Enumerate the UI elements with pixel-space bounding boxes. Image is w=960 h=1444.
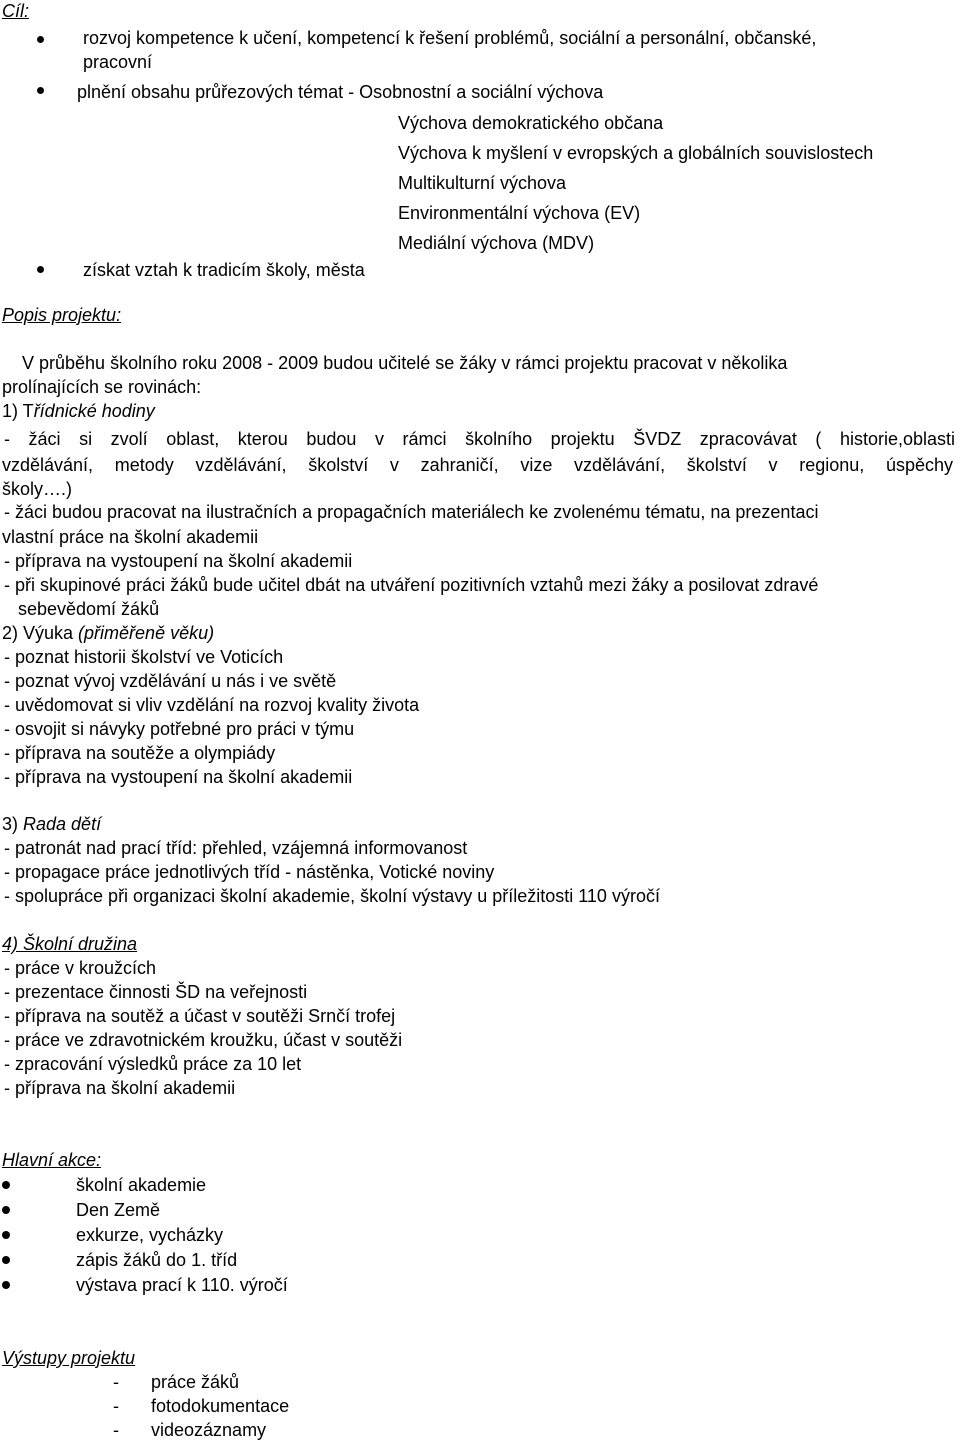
bullet-icon xyxy=(2,1231,10,1239)
section-2-item: - uvědomovat si vliv vzdělání na rozvoj kvality života xyxy=(4,695,420,715)
theme-item: Výchova k myšlení v evropských a globálních souvislostech xyxy=(398,143,874,163)
theme-item: Mediální výchova (MDV) xyxy=(398,233,595,253)
section-1-line: - žáci budou pracovat na ilustračních a propagačních materiálech ke zvolenému tématu, na prezentaci xyxy=(4,502,819,522)
section-4-item: - prezentace činnosti ŠD na veřejnosti xyxy=(4,982,308,1002)
theme-item: Výchova demokratického občana xyxy=(398,113,664,133)
section-4-title: 4) Školní družina xyxy=(2,934,138,954)
goal-heading: Cíl: xyxy=(2,1,29,21)
section-1-line: - žáci si zvolí oblast, kterou budou v rámci školního projektu ŠVDZ zpracovávat ( historie,oblasti xyxy=(4,429,955,449)
bullet-icon xyxy=(37,87,44,94)
section-3-item: - spolupráce při organizaci školní akademie, školní výstavy u příležitosti 110 výročí xyxy=(4,886,660,906)
bullet-icon xyxy=(2,1206,10,1214)
section-1-line: sebevědomí žáků xyxy=(18,599,160,619)
section-4-item: - příprava na soutěž a účast v soutěži Srnčí trofej xyxy=(4,1006,396,1026)
main-event-item: zápis žáků do 1. tříd xyxy=(76,1250,238,1270)
theme-item: Multikulturní výchova xyxy=(398,173,567,193)
section-1-line: - při skupinové práci žáků bude učitel dbát na utváření pozitivních vztahů mezi žáky a posilovat zdravé xyxy=(4,575,819,595)
section-2-item: - osvojit si návyky potřebné pro práci v týmu xyxy=(4,719,355,739)
section-2-title: 2) Výuka (přiměřeně věku) xyxy=(2,623,215,643)
dash-marker: - xyxy=(113,1420,119,1440)
section-2-item: - příprava na soutěže a olympiády xyxy=(4,743,276,763)
section-3-title: 3) Rada dětí xyxy=(2,814,102,834)
theme-item: Environmentální výchova (EV) xyxy=(398,203,641,223)
bullet-icon xyxy=(2,1256,10,1264)
goal-bullet-3: získat vztah k tradicím školy, města xyxy=(83,260,365,280)
dash-marker: - xyxy=(113,1396,119,1416)
output-item: fotodokumentace xyxy=(151,1396,290,1416)
outputs-heading: Výstupy projektu xyxy=(2,1348,136,1368)
section-2-item: - poznat historii školství ve Voticích xyxy=(4,647,284,667)
section-1-line: vzdělávání, metody vzdělávání, školství v zahraničí, vize vzdělávání, školství v regionu, úspěchy xyxy=(2,455,953,475)
goal-bullet-1-cont: pracovní xyxy=(83,52,153,72)
description-intro: V průběhu školního roku 2008 - 2009 budou učitelé se žáky v rámci projektu pracovat v několika xyxy=(22,353,788,373)
main-event-item: exkurze, vycházky xyxy=(76,1225,224,1245)
output-item: práce žáků xyxy=(151,1372,240,1392)
main-events-heading: Hlavní akce: xyxy=(2,1150,102,1170)
goal-bullet-1: rozvoj kompetence k učení, kompetencí k řešení problémů, sociální a personální, občanské, xyxy=(83,28,817,48)
section-1-line: - příprava na vystoupení na školní akademii xyxy=(4,551,353,571)
description-intro-cont: prolínajících se rovinách: xyxy=(2,377,202,397)
section-3-item: - patronát nad prací tříd: přehled, vzájemná informovanost xyxy=(4,838,468,858)
section-4-item: - práce v kroužcích xyxy=(4,958,157,978)
section-1-line: školy….) xyxy=(2,479,73,499)
description-heading: Popis projektu: xyxy=(2,305,122,325)
section-4-item: - zpracování výsledků práce za 10 let xyxy=(4,1054,302,1074)
bullet-icon xyxy=(2,1281,10,1289)
dash-marker: - xyxy=(113,1372,119,1392)
section-2-item: - příprava na vystoupení na školní akademii xyxy=(4,767,353,787)
section-1-line: vlastní práce na školní akademii xyxy=(2,527,259,547)
section-2-item: - poznat vývoj vzdělávání u nás i ve světě xyxy=(4,671,337,691)
section-1-title: 1) Třídnické hodiny xyxy=(2,401,155,421)
output-item: videozáznamy xyxy=(151,1420,267,1440)
bullet-icon xyxy=(37,266,44,273)
section-4-item: - práce ve zdravotnickém kroužku, účast v soutěži xyxy=(4,1030,403,1050)
main-event-item: výstava prací k 110. výročí xyxy=(76,1275,288,1295)
goal-bullet-2: plnění obsahu průřezových témat - Osobnostní a sociální výchova xyxy=(77,82,604,102)
section-4-item: - příprava na školní akademii xyxy=(4,1078,236,1098)
section-3-item: - propagace práce jednotlivých tříd - nástěnka, Votické noviny xyxy=(4,862,495,882)
bullet-icon xyxy=(37,36,44,43)
main-event-item: Den Země xyxy=(76,1200,161,1220)
main-event-item: školní akademie xyxy=(76,1175,207,1195)
bullet-icon xyxy=(2,1181,10,1189)
